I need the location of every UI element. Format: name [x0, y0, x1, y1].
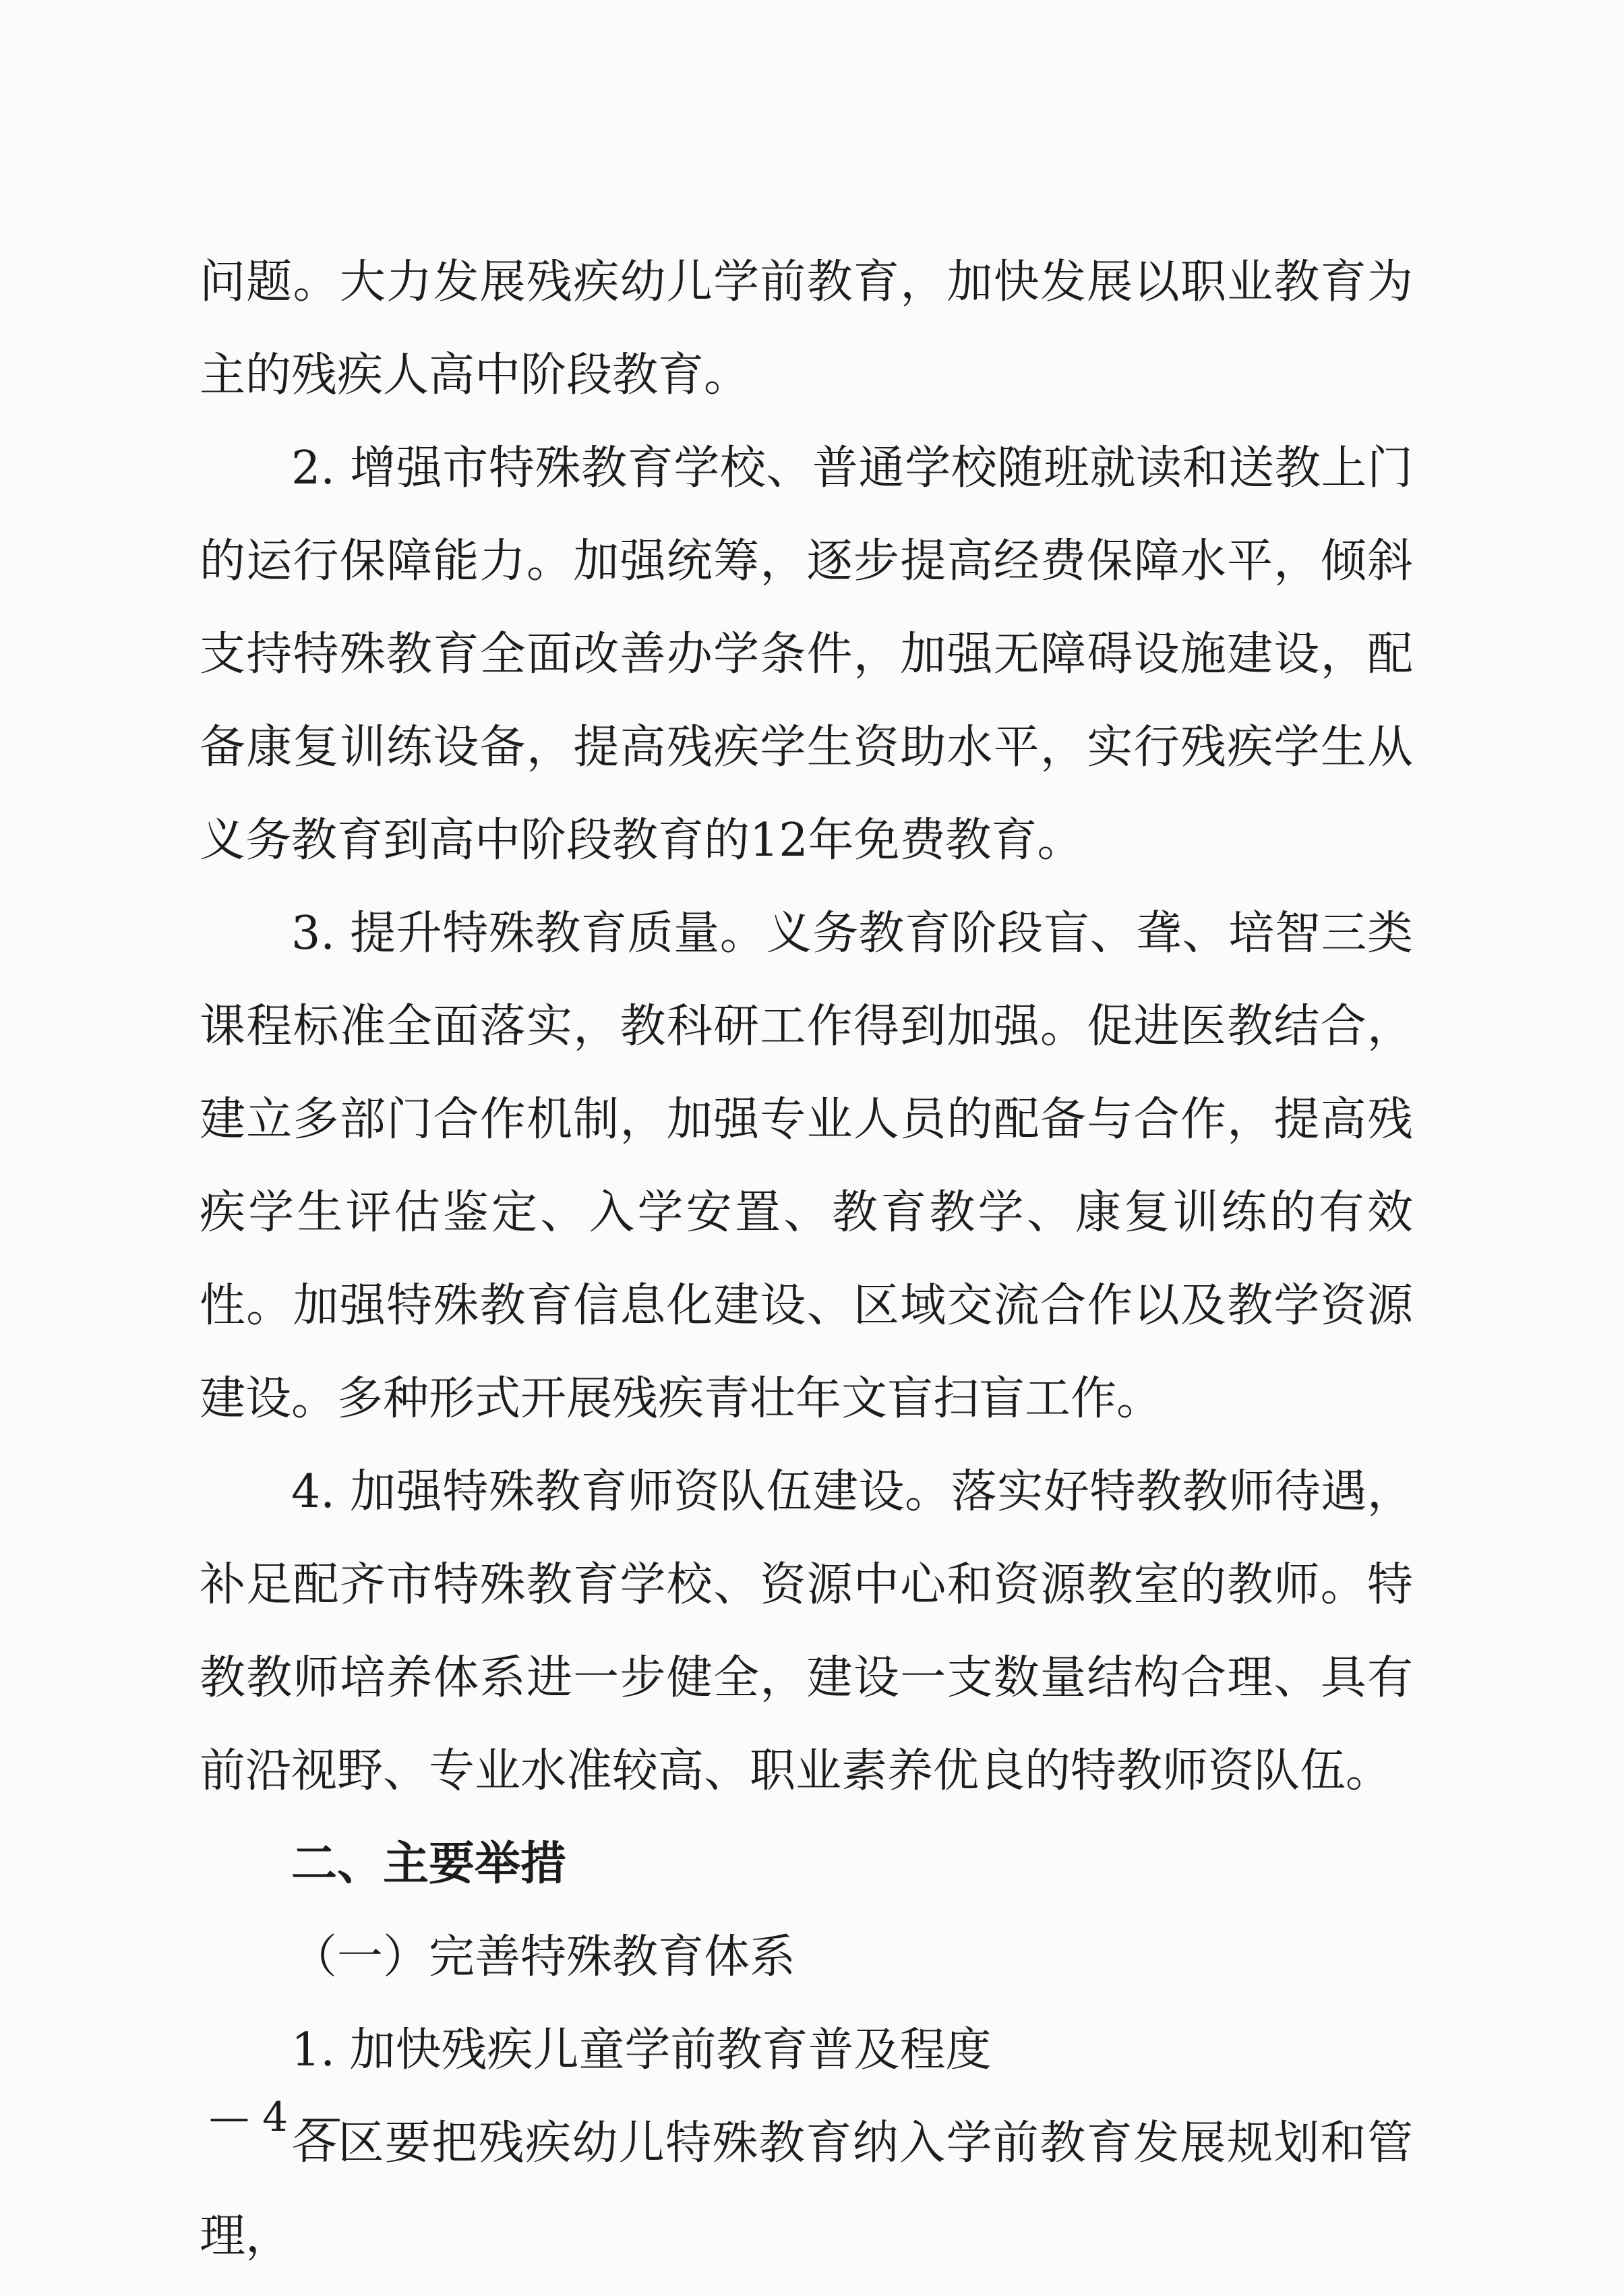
paragraph-preschool: 各区要把残疾幼儿特殊教育纳入学前教育发展规划和管理， [200, 2117, 1413, 2263]
item-heading-preschool: 1. 加快残疾儿童学前教育普及程度 [291, 2024, 992, 2077]
paragraph-continuation: 问题。大力发展残疾幼儿学前教育，加快发展以职业教育为主的残疾人高中阶段教育。 [200, 256, 1413, 402]
subsection-heading-system: （一）完善特殊教育体系 [291, 1931, 796, 1984]
section-heading-main-measures: 二、主要举措 [291, 1837, 567, 1891]
paragraph-item-4: 4. 加强特殊教育师资队伍建设。落实好特教教师待遇，补足配齐市特殊教育学校、资源中心和资源教室的教师。特教教师培养体系进一步健全，建设一支数量结构合理、具有前沿视野、专业水准较高、职业素养优良的特教师资队伍。 [200, 1465, 1413, 1798]
paragraph-item-2: 2. 增强市特殊教育学校、普通学校随班就读和送教上门的运行保障能力。加强统筹，逐步提高经费保障水平，倾斜支持特殊教育全面改善办学条件，加强无障碍设施建设，配备康复训练设备，提高残疾学生资助水平，实行残疾学生从义务教育到高中阶段教育的12年免费教育。 [200, 442, 1413, 867]
document-body [200, 236, 1413, 2283]
page-number: — 4 — [209, 2094, 342, 2141]
paragraph-item-3: 3. 提升特殊教育质量。义务教育阶段盲、聋、培智三类课程标准全面落实，教科研工作得到加强。促进医教结合，建立多部门合作机制，加强专业人员的配备与合作，提高残疾学生评估鉴定、入学安置、教育教学、康复训练的有效性。加强特殊教育信息化建设、区域交流合作以及教学资源建设。多种形式开展残疾青壮年文盲扫盲工作。 [200, 907, 1413, 1425]
